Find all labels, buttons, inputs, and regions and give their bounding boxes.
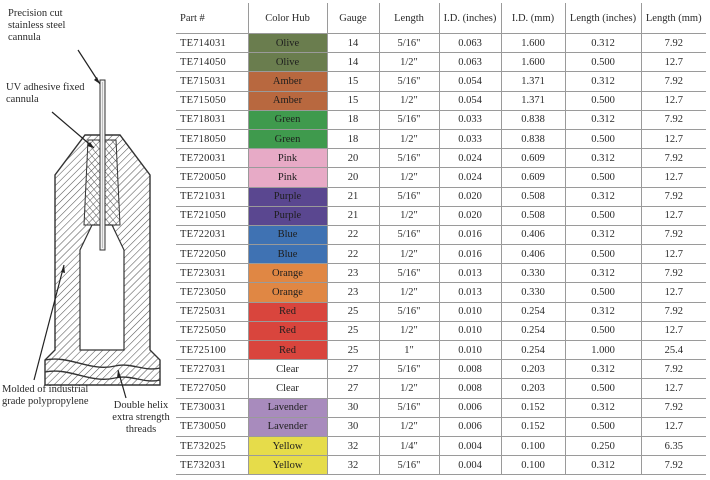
id-mm-cell: 0.406	[501, 245, 565, 264]
gauge-cell: 22	[327, 245, 379, 264]
color-hub-cell: Orange	[248, 283, 327, 302]
gauge-cell: 27	[327, 379, 379, 398]
spec-table-container	[176, 3, 706, 475]
table-row	[176, 72, 706, 91]
id-mm-cell: 0.406	[501, 225, 565, 244]
color-hub-cell: Amber	[248, 72, 327, 91]
col-header-length-inches: Length (inches)	[565, 3, 641, 34]
len-in-cell: 0.500	[565, 91, 641, 110]
table-row	[176, 129, 706, 148]
gauge-cell: 18	[327, 110, 379, 129]
len-mm-cell: 7.92	[641, 110, 706, 129]
gauge-cell: 23	[327, 264, 379, 283]
len-mm-cell: 12.7	[641, 283, 706, 302]
id-in-cell: 0.020	[439, 206, 501, 225]
length-cell: 1/2"	[379, 245, 439, 264]
part-number-cell: TE722031	[176, 225, 248, 244]
len-in-cell: 0.312	[565, 34, 641, 53]
id-in-cell: 0.010	[439, 302, 501, 321]
id-mm-cell: 0.330	[501, 283, 565, 302]
part-number-cell: TE725100	[176, 341, 248, 360]
gauge-cell: 25	[327, 302, 379, 321]
part-number-cell: TE722050	[176, 245, 248, 264]
len-in-cell: 0.312	[565, 110, 641, 129]
len-in-cell: 0.500	[565, 129, 641, 148]
length-cell: 1/2"	[379, 91, 439, 110]
id-in-cell: 0.013	[439, 283, 501, 302]
part-number-cell: TE721031	[176, 187, 248, 206]
gauge-cell: 23	[327, 283, 379, 302]
part-number-cell: TE730031	[176, 398, 248, 417]
table-row	[176, 264, 706, 283]
part-number-cell: TE721050	[176, 206, 248, 225]
id-mm-cell: 1.600	[501, 53, 565, 72]
id-mm-cell: 0.838	[501, 129, 565, 148]
len-in-cell: 0.312	[565, 360, 641, 379]
color-hub-cell: Yellow	[248, 456, 327, 475]
length-cell: 5/16"	[379, 110, 439, 129]
id-mm-cell: 0.203	[501, 360, 565, 379]
len-in-cell: 0.500	[565, 168, 641, 187]
table-row	[176, 91, 706, 110]
id-in-cell: 0.010	[439, 341, 501, 360]
length-cell: 5/16"	[379, 360, 439, 379]
id-mm-cell: 0.838	[501, 110, 565, 129]
part-number-cell: TE718031	[176, 110, 248, 129]
id-mm-cell: 0.508	[501, 206, 565, 225]
part-number-cell: TE718050	[176, 129, 248, 148]
len-in-cell: 1.000	[565, 341, 641, 360]
len-mm-cell: 7.92	[641, 360, 706, 379]
id-mm-cell: 0.254	[501, 341, 565, 360]
col-header-id-mm: I.D. (mm)	[501, 3, 565, 34]
length-cell: 5/16"	[379, 264, 439, 283]
gauge-cell: 30	[327, 398, 379, 417]
gauge-cell: 18	[327, 129, 379, 148]
color-hub-cell: Green	[248, 110, 327, 129]
part-number-cell: TE720031	[176, 149, 248, 168]
color-hub-cell: Red	[248, 341, 327, 360]
len-mm-cell: 12.7	[641, 129, 706, 148]
part-number-cell: TE730050	[176, 417, 248, 436]
gauge-cell: 22	[327, 225, 379, 244]
id-in-cell: 0.024	[439, 149, 501, 168]
id-mm-cell: 0.609	[501, 168, 565, 187]
gauge-cell: 25	[327, 321, 379, 340]
len-in-cell: 0.312	[565, 398, 641, 417]
gauge-cell: 15	[327, 72, 379, 91]
id-in-cell: 0.006	[439, 417, 501, 436]
len-mm-cell: 12.7	[641, 245, 706, 264]
id-in-cell: 0.013	[439, 264, 501, 283]
id-mm-cell: 1.371	[501, 91, 565, 110]
color-hub-cell: Orange	[248, 264, 327, 283]
color-hub-cell: Red	[248, 321, 327, 340]
len-mm-cell: 7.92	[641, 456, 706, 475]
part-number-cell: TE727050	[176, 379, 248, 398]
len-in-cell: 0.312	[565, 187, 641, 206]
len-in-cell: 0.312	[565, 72, 641, 91]
len-mm-cell: 7.92	[641, 187, 706, 206]
part-number-cell: TE715050	[176, 91, 248, 110]
table-row	[176, 321, 706, 340]
table-row	[176, 53, 706, 72]
id-in-cell: 0.033	[439, 110, 501, 129]
col-header-length: Length	[379, 3, 439, 34]
len-mm-cell: 12.7	[641, 53, 706, 72]
len-mm-cell: 12.7	[641, 91, 706, 110]
len-mm-cell: 6.35	[641, 436, 706, 455]
color-hub-cell: Pink	[248, 168, 327, 187]
len-mm-cell: 7.92	[641, 264, 706, 283]
part-number-cell: TE725031	[176, 302, 248, 321]
table-row	[176, 245, 706, 264]
length-cell: 1"	[379, 341, 439, 360]
length-cell: 1/2"	[379, 206, 439, 225]
color-hub-cell: Purple	[248, 187, 327, 206]
table-row	[176, 302, 706, 321]
length-cell: 1/2"	[379, 417, 439, 436]
len-in-cell: 0.500	[565, 53, 641, 72]
color-hub-cell: Olive	[248, 53, 327, 72]
color-hub-cell: Clear	[248, 379, 327, 398]
part-number-cell: TE727031	[176, 360, 248, 379]
id-in-cell: 0.016	[439, 225, 501, 244]
color-hub-cell: Green	[248, 129, 327, 148]
col-header-hub: Color Hub	[248, 3, 327, 34]
id-in-cell: 0.033	[439, 129, 501, 148]
id-mm-cell: 0.152	[501, 417, 565, 436]
color-hub-cell: Olive	[248, 34, 327, 53]
len-mm-cell: 7.92	[641, 398, 706, 417]
table-row	[176, 225, 706, 244]
gauge-cell: 21	[327, 206, 379, 225]
id-in-cell: 0.006	[439, 398, 501, 417]
id-in-cell: 0.004	[439, 436, 501, 455]
len-mm-cell: 7.92	[641, 302, 706, 321]
id-mm-cell: 0.330	[501, 264, 565, 283]
id-in-cell: 0.008	[439, 379, 501, 398]
id-mm-cell: 0.203	[501, 379, 565, 398]
table-row	[176, 283, 706, 302]
part-number-cell: TE725050	[176, 321, 248, 340]
part-number-cell: TE732031	[176, 456, 248, 475]
len-mm-cell: 12.7	[641, 321, 706, 340]
length-cell: 1/4"	[379, 436, 439, 455]
len-in-cell: 0.250	[565, 436, 641, 455]
color-hub-cell: Pink	[248, 149, 327, 168]
id-mm-cell: 1.371	[501, 72, 565, 91]
color-hub-cell: Lavender	[248, 398, 327, 417]
part-number-cell: TE714050	[176, 53, 248, 72]
callout-adhesive: UV adhesive fixed cannula	[6, 82, 85, 105]
gauge-cell: 15	[327, 91, 379, 110]
gauge-cell: 14	[327, 53, 379, 72]
needle-diagram	[0, 0, 175, 475]
callout-molded: Molded of industrial grade polypropylene	[2, 384, 89, 407]
table-row	[176, 149, 706, 168]
table-row	[176, 206, 706, 225]
part-number-cell: TE720050	[176, 168, 248, 187]
len-in-cell: 0.500	[565, 321, 641, 340]
header-row	[176, 3, 706, 34]
id-in-cell: 0.020	[439, 187, 501, 206]
len-mm-cell: 7.92	[641, 149, 706, 168]
col-header-length-mm: Length (mm)	[645, 12, 702, 24]
gauge-cell: 27	[327, 360, 379, 379]
table-row	[176, 187, 706, 206]
gauge-cell: 20	[327, 149, 379, 168]
table-row	[176, 341, 706, 360]
len-mm-cell: 7.92	[641, 72, 706, 91]
id-mm-cell: 0.152	[501, 398, 565, 417]
id-in-cell: 0.024	[439, 168, 501, 187]
gauge-cell: 25	[327, 341, 379, 360]
length-cell: 1/2"	[379, 53, 439, 72]
callout-threads: Double helix extra strength threads	[112, 400, 170, 435]
id-mm-cell: 0.609	[501, 149, 565, 168]
id-mm-cell: 0.254	[501, 321, 565, 340]
length-cell: 5/16"	[379, 149, 439, 168]
part-number-cell: TE723031	[176, 264, 248, 283]
len-in-cell: 0.500	[565, 379, 641, 398]
table-row	[176, 34, 706, 53]
col-header-part: Part #	[176, 3, 248, 34]
part-number-cell: TE723050	[176, 283, 248, 302]
gauge-cell: 20	[327, 168, 379, 187]
id-mm-cell: 0.508	[501, 187, 565, 206]
length-cell: 1/2"	[379, 321, 439, 340]
length-cell: 5/16"	[379, 34, 439, 53]
gauge-cell: 30	[327, 417, 379, 436]
part-number-cell: TE732025	[176, 436, 248, 455]
color-hub-cell: Amber	[248, 91, 327, 110]
len-mm-cell: 12.7	[641, 168, 706, 187]
length-cell: 5/16"	[379, 302, 439, 321]
table-row	[176, 398, 706, 417]
length-cell: 5/16"	[379, 225, 439, 244]
color-hub-cell: Blue	[248, 245, 327, 264]
len-mm-cell: 12.7	[641, 206, 706, 225]
length-cell: 5/16"	[379, 187, 439, 206]
id-in-cell: 0.054	[439, 91, 501, 110]
len-in-cell: 0.312	[565, 149, 641, 168]
id-in-cell: 0.063	[439, 34, 501, 53]
id-in-cell: 0.016	[439, 245, 501, 264]
gauge-cell: 14	[327, 34, 379, 53]
len-mm-cell: 7.92	[641, 34, 706, 53]
color-hub-cell: Purple	[248, 206, 327, 225]
length-cell: 1/2"	[379, 129, 439, 148]
length-cell: 5/16"	[379, 398, 439, 417]
color-hub-cell: Lavender	[248, 417, 327, 436]
color-hub-cell: Yellow	[248, 436, 327, 455]
id-in-cell: 0.010	[439, 321, 501, 340]
id-mm-cell: 0.100	[501, 456, 565, 475]
col-header-gauge: Gauge	[327, 3, 379, 34]
color-hub-cell: Blue	[248, 225, 327, 244]
len-mm-cell: 25.4	[641, 341, 706, 360]
len-mm-cell: 12.7	[641, 379, 706, 398]
length-cell: 1/2"	[379, 168, 439, 187]
len-in-cell: 0.500	[565, 417, 641, 436]
len-in-cell: 0.312	[565, 302, 641, 321]
table-row	[176, 417, 706, 436]
length-cell: 1/2"	[379, 283, 439, 302]
length-cell: 5/16"	[379, 456, 439, 475]
id-in-cell: 0.008	[439, 360, 501, 379]
color-hub-cell: Red	[248, 302, 327, 321]
table-row	[176, 379, 706, 398]
len-in-cell: 0.500	[565, 206, 641, 225]
part-number-cell: TE714031	[176, 34, 248, 53]
table-row	[176, 110, 706, 129]
length-cell: 5/16"	[379, 72, 439, 91]
table-row	[176, 360, 706, 379]
gauge-cell: 32	[327, 436, 379, 455]
len-in-cell: 0.312	[565, 264, 641, 283]
len-mm-cell: 7.92	[641, 225, 706, 244]
id-in-cell: 0.054	[439, 72, 501, 91]
id-mm-cell: 0.254	[501, 302, 565, 321]
gauge-cell: 21	[327, 187, 379, 206]
id-in-cell: 0.004	[439, 456, 501, 475]
length-cell: 1/2"	[379, 379, 439, 398]
adhesive-callout-arrow	[52, 112, 94, 148]
len-in-cell: 0.500	[565, 283, 641, 302]
table-row	[176, 436, 706, 455]
table-row	[176, 456, 706, 475]
color-hub-cell: Clear	[248, 360, 327, 379]
len-in-cell: 0.312	[565, 456, 641, 475]
part-number-cell: TE715031	[176, 72, 248, 91]
id-mm-cell: 0.100	[501, 436, 565, 455]
len-mm-cell: 12.7	[641, 417, 706, 436]
len-in-cell: 0.312	[565, 225, 641, 244]
col-header-id-inches: I.D. (inches)	[439, 3, 501, 34]
len-in-cell: 0.500	[565, 245, 641, 264]
callout-cannula: Precision cut stainless steel cannula	[8, 8, 66, 43]
table-row	[176, 168, 706, 187]
spec-table	[176, 3, 706, 475]
gauge-cell: 32	[327, 456, 379, 475]
id-in-cell: 0.063	[439, 53, 501, 72]
id-mm-cell: 1.600	[501, 34, 565, 53]
